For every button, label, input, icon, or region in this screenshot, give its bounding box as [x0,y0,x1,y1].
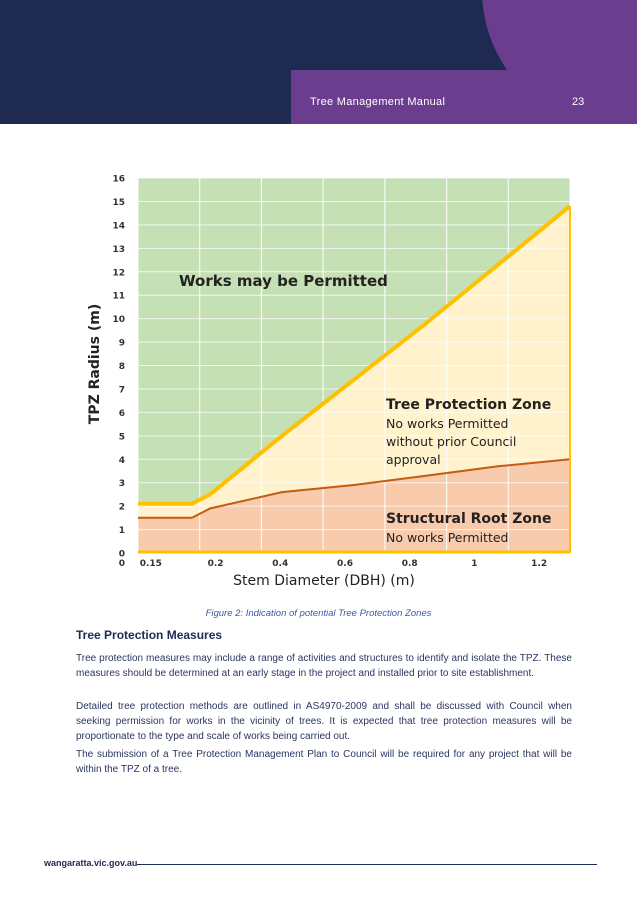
document-title: Tree Management Manual [310,96,446,108]
tpz-line2-label: without prior Council [386,434,517,449]
x-tick-label: 1.2 [531,559,548,569]
y-tick-label: 1 [118,526,125,537]
y-tick-label: 3 [118,479,125,490]
x-axis-label: Stem Diameter (DBH) (m) [233,573,415,589]
x-tick-label: 0.2 [207,559,224,569]
footer-rule [137,864,597,865]
x-tick-label: 0.8 [401,559,418,569]
y-tick-label: 5 [118,432,125,443]
y-tick-label: 11 [112,291,125,302]
y-tick-label: 6 [118,408,125,419]
paragraph-2: Detailed tree protection methods are outlined in AS4970-2009 and shall be discussed with Council when seeking permission for works in the vicinity of trees. It is expected that tree protection measures will be proportionate to the type and scale of works being carried out. [76,701,572,742]
y-tick-label: 7 [118,385,125,396]
footer-url: wangaratta.vic.gov.au [44,858,138,868]
tpz-line1-label: No works Permitted [386,416,509,431]
x-tick-label: 0.15 [139,559,162,569]
x-tick-label: 0.4 [272,559,289,569]
page-header [0,0,637,124]
y-tick-label: 14 [112,221,125,232]
tpz-chart [76,168,573,593]
works-permitted-label: Works may be Permitted [179,272,388,290]
y-tick-label: 10 [112,315,125,326]
tpz-line3-label: approval [386,452,441,467]
page-number: 23 [572,96,585,108]
x-tick-label: 1 [471,559,478,569]
y-tick-label: 4 [118,455,125,466]
y-axis-label: TPZ Radius (m) [87,303,103,425]
y-tick-label: 16 [112,174,125,185]
y-tick-label: 2 [118,502,125,513]
y-tick-label: 0 [118,549,125,560]
y-tick-label: 8 [118,362,125,372]
y-tick-label: 9 [118,338,125,349]
y-tick-label: 15 [112,197,125,208]
section-heading: Tree Protection Measures [76,628,223,642]
y-tick-label: 13 [112,244,125,255]
y-tick-label: 0 [118,559,125,569]
paragraph-3: The submission of a Tree Protection Management Plan to Council will be required for any project that will be within the TPZ of a tree. [76,749,572,775]
y-tick-label: 12 [112,268,125,279]
paragraph-1: Tree protection measures may include a range of activities and structures to identify and isolate the TPZ. These measures should be determined at an early stage in the project and installed prior to site establishment. [76,653,572,679]
srz-line1-label: No works Permitted [386,530,509,545]
figure-caption: Figure 2: Indication of potential Tree Protection Zones [205,608,432,619]
srz-title-label: Structural Root Zone [386,511,552,527]
x-tick-label: 0.6 [337,559,353,569]
tpz-title-label: Tree Protection Zone [386,397,552,413]
tpz-chart-svg [76,168,573,593]
